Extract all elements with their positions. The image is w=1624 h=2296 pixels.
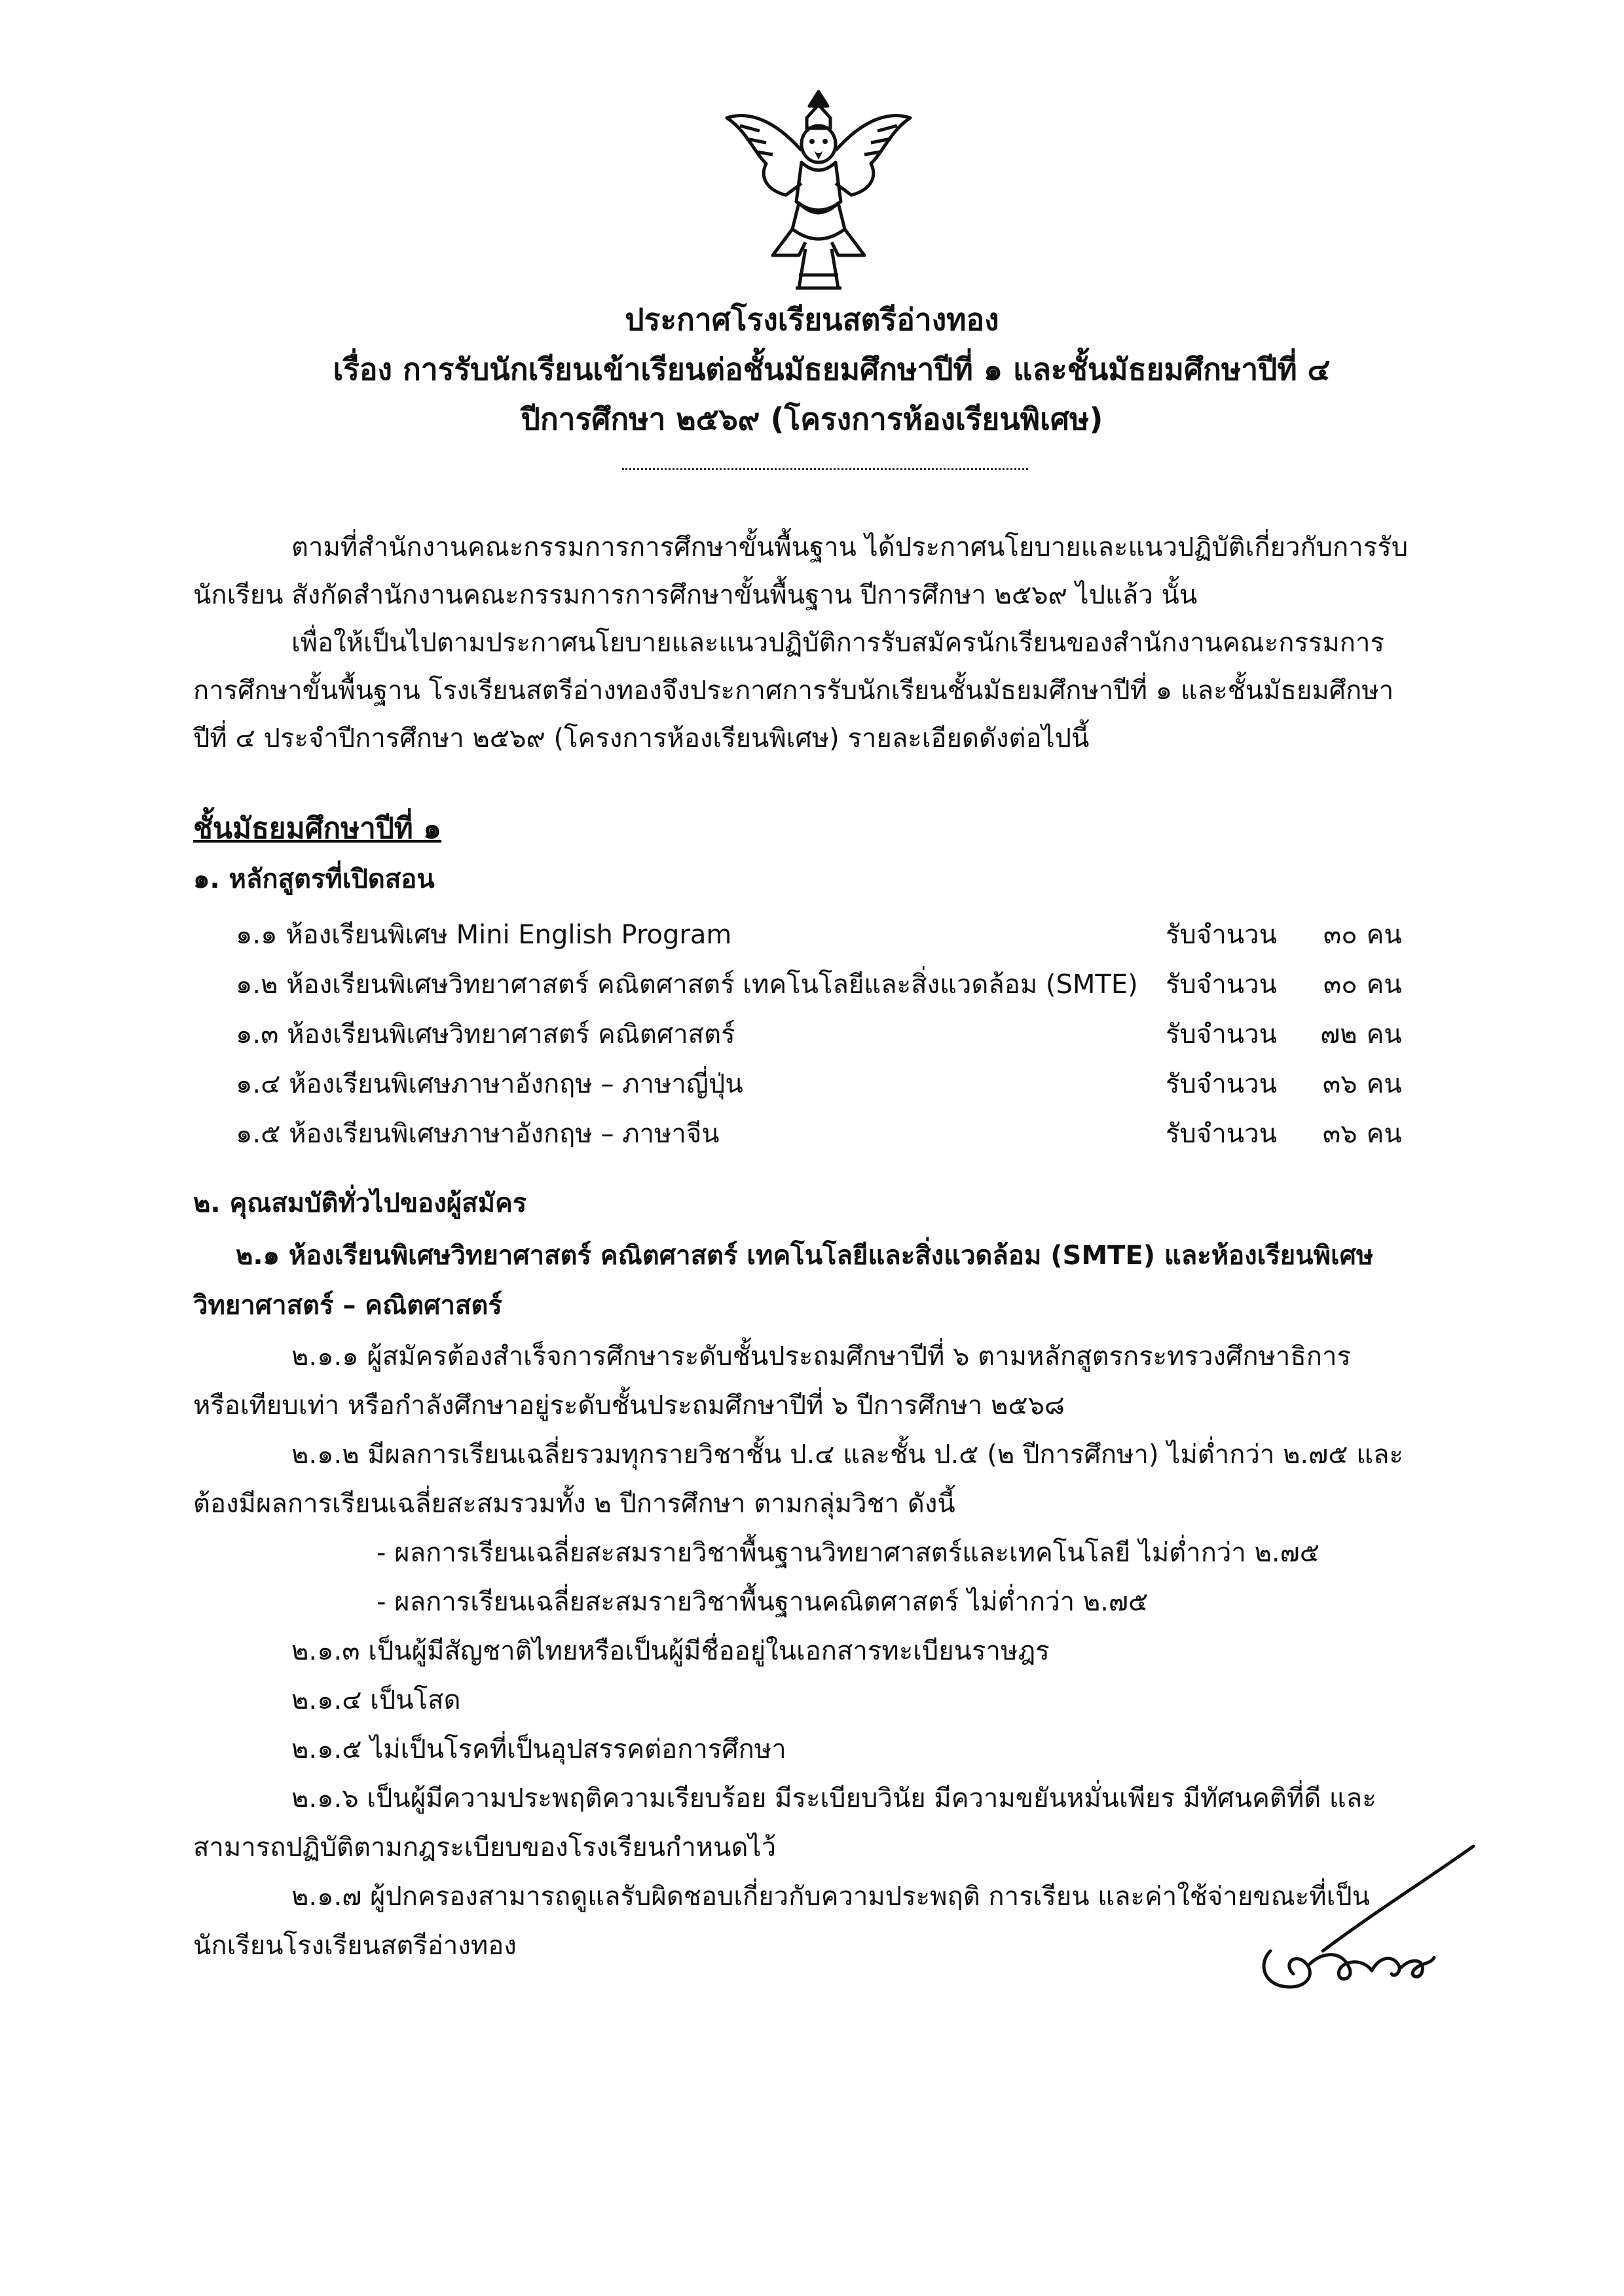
qualifications-subheading-cont xyxy=(193,1281,1411,1330)
document-academic-year: ปีการศึกษา ๒๕๖๙ (โครงการห้องเรียนพิเศษ) xyxy=(521,401,1103,437)
document-title: ประกาศโรงเรียนสตรีอ่างทอง xyxy=(625,302,999,337)
title-dotted-divider xyxy=(622,468,1028,470)
program-list xyxy=(236,910,1434,1159)
qual-7-line2: นักเรียนโรงเรียนสตรีอ่างทอง xyxy=(193,1931,517,1961)
program-row xyxy=(236,1059,1434,1109)
capacity-count: ๓๖ xyxy=(1322,1069,1357,1099)
intro-p2-line3: ปีที่ ๔ ประจำปีการศึกษา ๒๕๖๙ (โครงการห้องเรียนพิเศษ) รายละเอียดดังต่อไปนี้ xyxy=(193,723,1090,754)
capacity-unit: คน xyxy=(1366,920,1402,950)
subheading-line1: ๒.๑ ห้องเรียนพิเศษวิทยาศาสตร์ คณิตศาสตร์ เทคโนโลยีและสิ่งแวดล้อม (SMTE) และห้องเรียนพิเศษ xyxy=(236,1241,1374,1271)
program-row xyxy=(236,910,1434,960)
program-name: ๑.๑ ห้องเรียนพิเศษ Mini English Program xyxy=(236,920,732,950)
program-capacity xyxy=(1166,1059,1402,1109)
capacity-label: รับจำนวน xyxy=(1166,1069,1277,1099)
program-name: ๑.๒ ห้องเรียนพิเศษวิทยาศาสตร์ คณิตศาสตร์ เทคโนโลยีและสิ่งแวดล้อม (SMTE) xyxy=(236,970,1138,1000)
program-row xyxy=(236,960,1434,1010)
intro-p2-line2: การศึกษาขั้นพื้นฐาน โรงเรียนสตรีอ่างทองจึงประกาศการรับนักเรียนชั้นมัธยมศึกษาปีที่ ๑ และชั้นมัธยมศึกษา xyxy=(193,676,1394,706)
program-capacity xyxy=(1166,1010,1402,1059)
capacity-unit: คน xyxy=(1366,1019,1402,1049)
courses-heading: ๑. หลักสูตรที่เปิดสอน xyxy=(193,864,435,894)
qualifications-heading: ๒. คุณสมบัติทั่วไปของผู้สมัคร xyxy=(193,1188,527,1218)
garuda-emblem-icon xyxy=(720,79,917,295)
intro-paragraph xyxy=(193,524,1441,763)
qual-2-line2: ต้องมีผลการเรียนเฉลี่ยสะสมรวมทั้ง ๒ ปีการศึกษา ตามกลุ่มวิชา ดังนี้ xyxy=(193,1489,955,1519)
capacity-unit: คน xyxy=(1366,1119,1402,1149)
intro-p1-line2: นักเรียน สังกัดสำนักงานคณะกรรมการการศึกษาขั้นพื้นฐาน ปีการศึกษา ๒๕๖๙ ไปแล้ว นั้น xyxy=(193,580,1198,610)
qual-4: ๒.๑.๔ เป็นโสด xyxy=(291,1685,461,1715)
document-subject: เรื่อง การรับนักเรียนเข้าเรียนต่อชั้นมัธยมศึกษาปีที่ ๑ และชั้นมัธยมศึกษาปีที่ ๔ xyxy=(333,352,1331,387)
capacity-count: ๓๐ xyxy=(1323,920,1357,950)
capacity-label: รับจำนวน xyxy=(1166,1019,1277,1049)
capacity-label: รับจำนวน xyxy=(1166,1119,1277,1149)
capacity-count: ๓๖ xyxy=(1322,1119,1357,1149)
qual-6-line2: สามารถปฏิบัติตามกฎระเบียบของโรงเรียนกำหนดไว้ xyxy=(193,1832,777,1863)
qual-1-line2: หรือเทียบเท่า หรือกำลังศึกษาอยู่ระดับชั้นประถมศึกษาปีที่ ๖ ปีการศึกษา ๒๕๖๘ xyxy=(193,1391,1065,1421)
program-name: ๑.๔ ห้องเรียนพิเศษภาษาอังกฤษ – ภาษาญี่ปุ่น xyxy=(236,1069,743,1099)
program-capacity xyxy=(1166,1109,1402,1159)
capacity-unit: คน xyxy=(1366,1069,1402,1099)
capacity-count: ๓๐ xyxy=(1323,970,1357,1000)
qual-5: ๒.๑.๕ ไม่เป็นโรคที่เป็นอุปสรรคต่อการศึกษา xyxy=(291,1734,786,1764)
qual-2-bullet1: - ผลการเรียนเฉลี่ยสะสมรายวิชาพื้นฐานวิทยาศาสตร์และเทคโนโลยี ไม่ต่ำกว่า ๒.๗๕ xyxy=(377,1538,1320,1568)
qual-3: ๒.๑.๓ เป็นผู้มีสัญชาติไทยหรือเป็นผู้มีชื่ออยู่ในเอกสารทะเบียนราษฎร xyxy=(291,1636,1050,1666)
qual-2-bullet2: - ผลการเรียนเฉลี่ยสะสมรายวิชาพื้นฐานคณิตศาสตร์ ไม่ต่ำกว่า ๒.๗๕ xyxy=(377,1587,1149,1617)
qual-7-line1: ๒.๑.๗ ผู้ปกครองสามารถดูแลรับผิดชอบเกี่ยวกับความประพฤติ การเรียน และค่าใช้จ่ายขณะที่เป็น xyxy=(291,1882,1370,1912)
program-capacity xyxy=(1166,960,1402,1010)
capacity-unit: คน xyxy=(1366,970,1402,1000)
title-block xyxy=(0,295,1624,444)
program-name: ๑.๕ ห้องเรียนพิเศษภาษาอังกฤษ – ภาษาจีน xyxy=(236,1119,720,1149)
intro-p1-line1: ตามที่สำนักงานคณะกรรมการการศึกษาขั้นพื้นฐาน ได้ประกาศนโยบายและแนวปฏิบัติเกี่ยวกับการรับ xyxy=(291,532,1409,562)
qual-1-line1: ๒.๑.๑ ผู้สมัครต้องสำเร็จการศึกษาระดับชั้นประถมศึกษาปีที่ ๖ ตามหลักสูตรกระทรวงศึกษาธิการ xyxy=(291,1341,1351,1372)
program-row xyxy=(236,1109,1434,1159)
program-capacity xyxy=(1166,910,1402,960)
signature-icon xyxy=(1231,1840,1480,1997)
capacity-count: ๗๒ xyxy=(1320,1019,1357,1049)
intro-p2-line1: เพื่อให้เป็นไปตามประกาศนโยบายและแนวปฏิบัติการรับสมัครนักเรียนของสำนักงานคณะกรรมการ xyxy=(291,628,1384,658)
capacity-label: รับจำนวน xyxy=(1166,920,1277,950)
qual-6-line1: ๒.๑.๖ เป็นผู้มีความประพฤติความเรียบร้อย มีระเบียบวินัย มีความขยันหมั่นเพียร มีทัศนคติที่ดี และ xyxy=(291,1783,1376,1813)
program-name: ๑.๓ ห้องเรียนพิเศษวิทยาศาสตร์ คณิตศาสตร์ xyxy=(236,1019,735,1049)
section-title-m1: ชั้นมัธยมศึกษาปีที่ ๑ xyxy=(193,812,442,845)
qual-2-line1: ๒.๑.๒ มีผลการเรียนเฉลี่ยรวมทุกรายวิชาชั้น ป.๔ และชั้น ป.๕ (๒ ปีการศึกษา) ไม่ต่ำกว่า ๒.๗๕ และ xyxy=(291,1440,1403,1470)
capacity-label: รับจำนวน xyxy=(1166,970,1277,1000)
subheading-line2: วิทยาศาสตร์ – คณิตศาสตร์ xyxy=(193,1290,502,1321)
qualifications-subheading xyxy=(236,1231,1454,1281)
program-row xyxy=(236,1010,1434,1059)
